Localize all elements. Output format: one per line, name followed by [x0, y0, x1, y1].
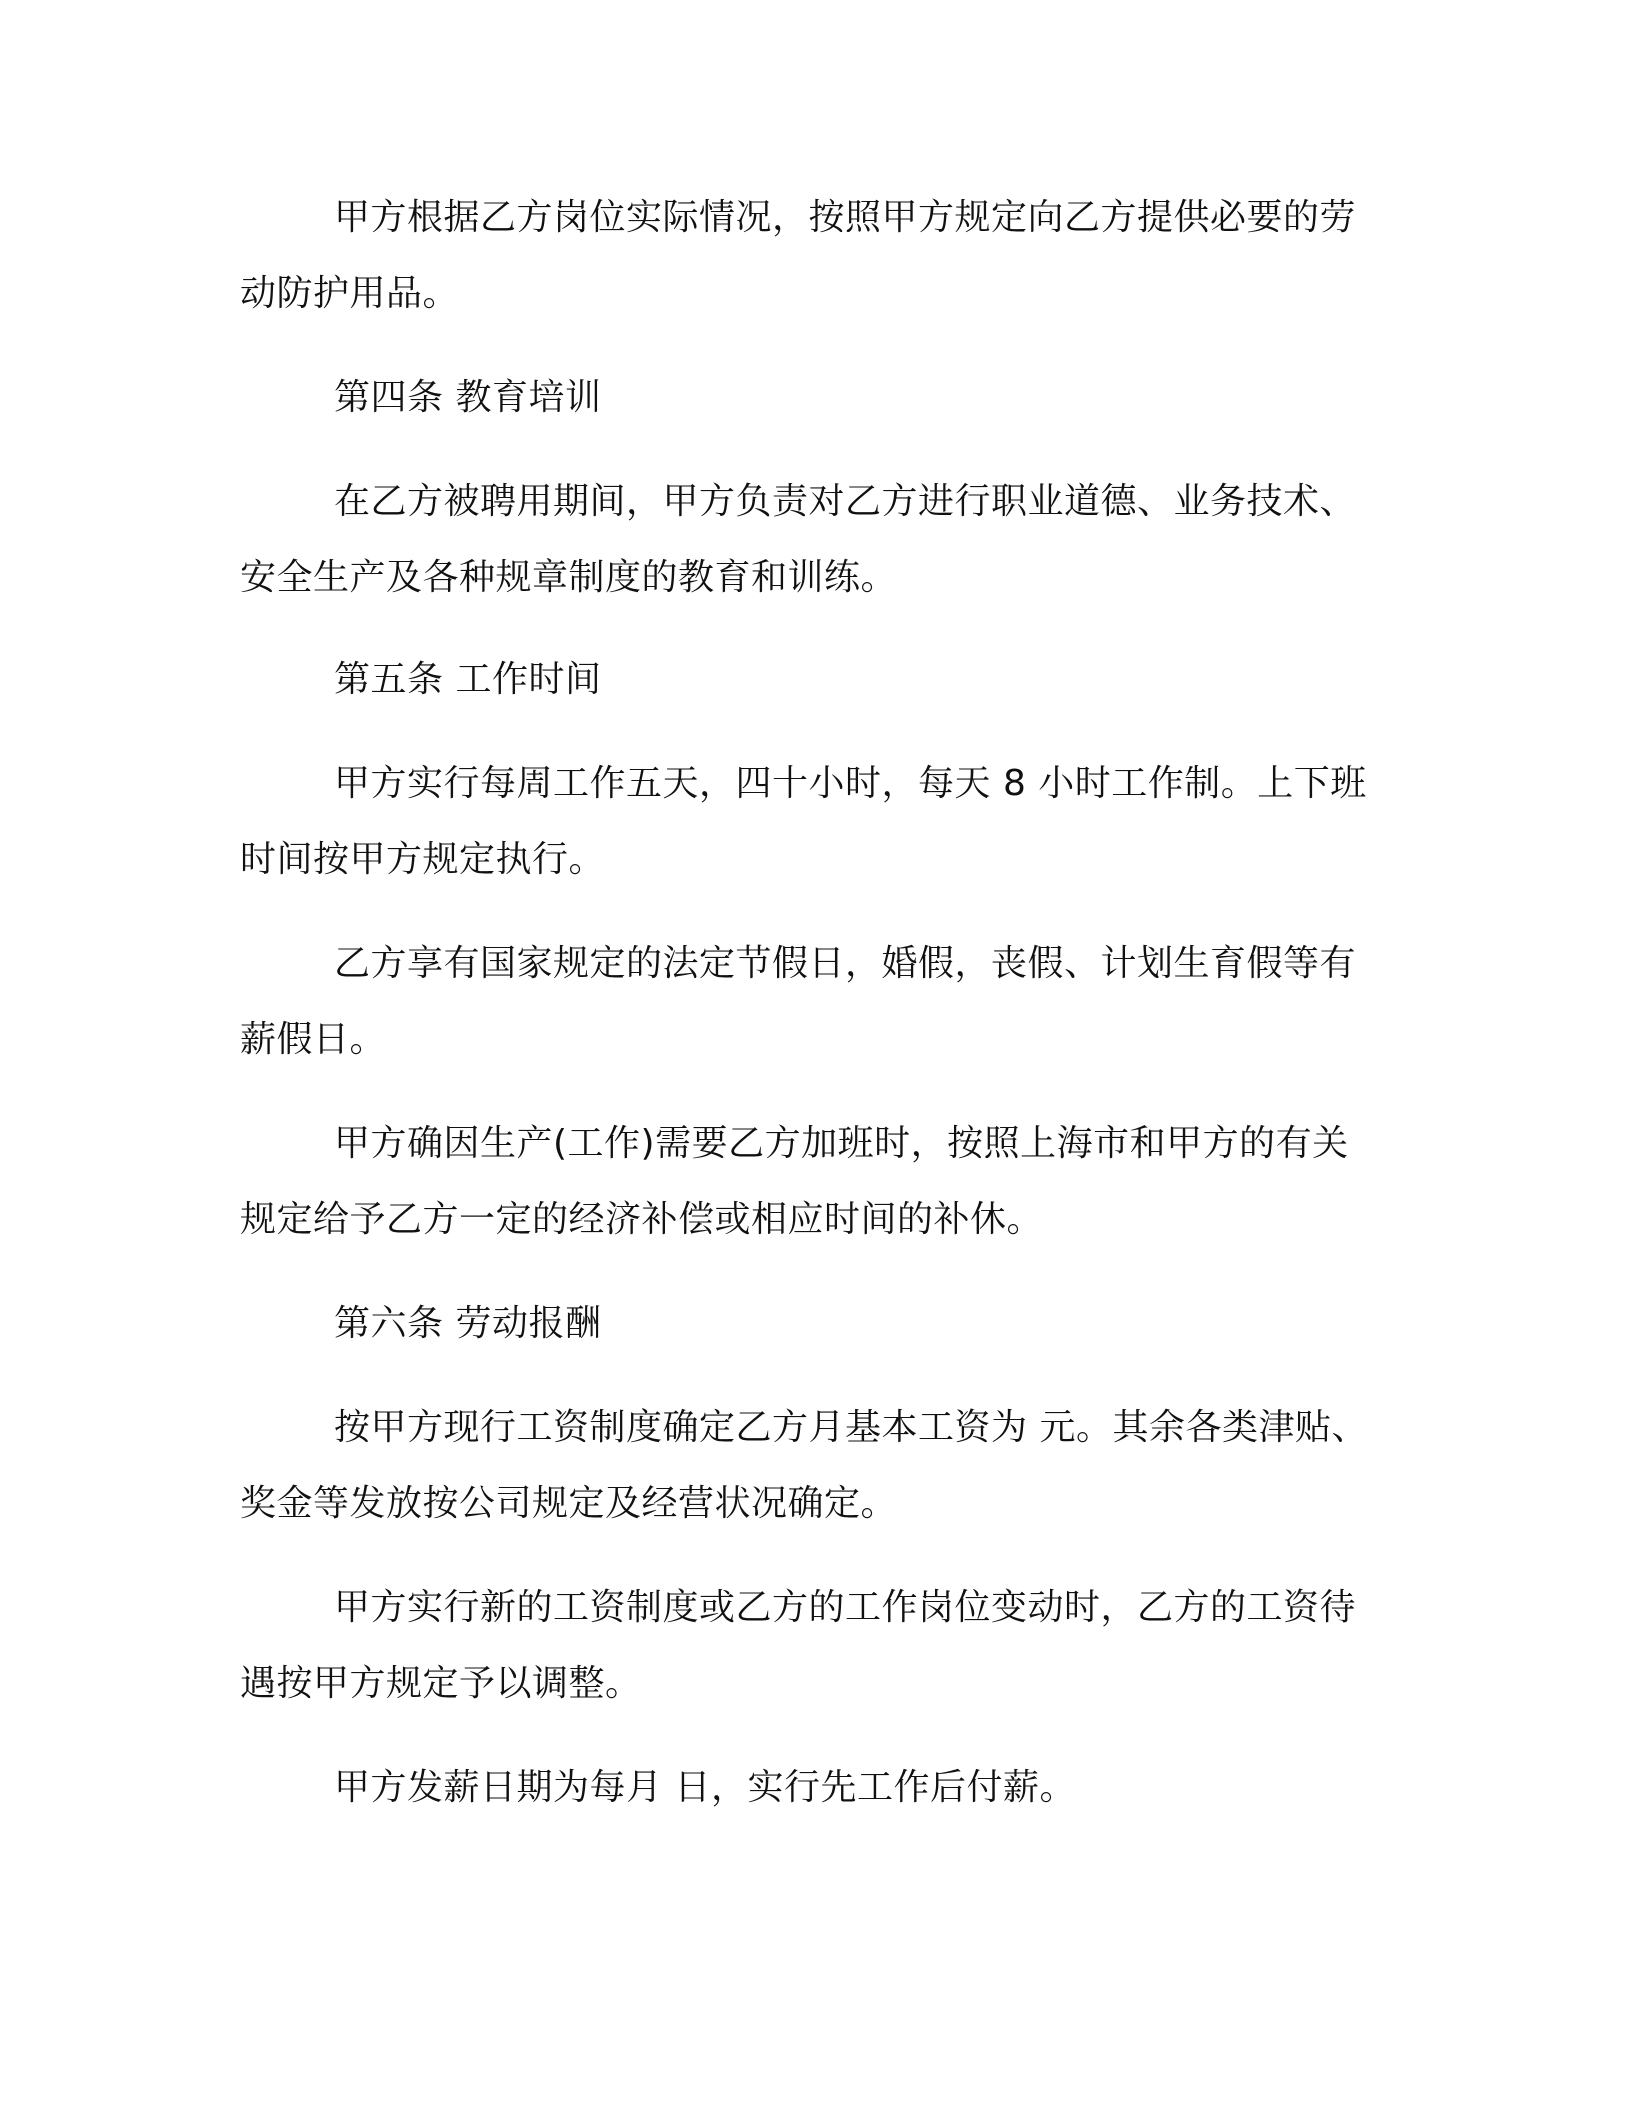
- paragraph-base-salary-line-1: 按甲方现行工资制度确定乙方月基本工资为 元。其余各类津贴、: [334, 1407, 1368, 1448]
- paragraph-training-line-1: 在乙方被聘用期间，甲方负责对乙方进行职业道德、业务技术、: [334, 481, 1357, 522]
- paragraph-protective-equipment-line-2: 动防护用品。: [240, 273, 460, 314]
- article-4-heading: 第四条 教育培训: [334, 377, 602, 418]
- paragraph-training-line-2: 安全生产及各种规章制度的教育和训练。: [240, 557, 898, 598]
- paragraph-working-hours-line-1: 甲方实行每周工作五天，四十小时，每天 8 小时工作制。上下班: [334, 763, 1367, 804]
- paragraph-overtime-line-2: 规定给予乙方一定的经济补偿或相应时间的补休。: [240, 1199, 1044, 1240]
- paragraph-holidays-line-2: 薪假日。: [240, 1019, 387, 1060]
- paragraph-salary-adjustment-line-1: 甲方实行新的工资制度或乙方的工作岗位变动时，乙方的工资待: [334, 1587, 1357, 1628]
- paragraph-base-salary-line-2: 奖金等发放按公司规定及经营状况确定。: [240, 1483, 898, 1524]
- paragraph-protective-equipment-line-1: 甲方根据乙方岗位实际情况，按照甲方规定向乙方提供必要的劳: [334, 197, 1357, 238]
- paragraph-holidays-line-1: 乙方享有国家规定的法定节假日，婚假，丧假、计划生育假等有: [334, 943, 1357, 984]
- paragraph-overtime-line-1: 甲方确因生产(工作)需要乙方加班时，按照上海市和甲方的有关: [334, 1123, 1349, 1164]
- article-6-heading: 第六条 劳动报酬: [334, 1303, 602, 1344]
- article-5-heading: 第五条 工作时间: [334, 659, 602, 700]
- paragraph-working-hours-line-2: 时间按甲方规定执行。: [240, 839, 606, 880]
- paragraph-salary-adjustment-line-2: 遇按甲方规定予以调整。: [240, 1663, 642, 1704]
- paragraph-payday-line-1: 甲方发薪日期为每月 日，实行先工作后付薪。: [334, 1767, 1076, 1808]
